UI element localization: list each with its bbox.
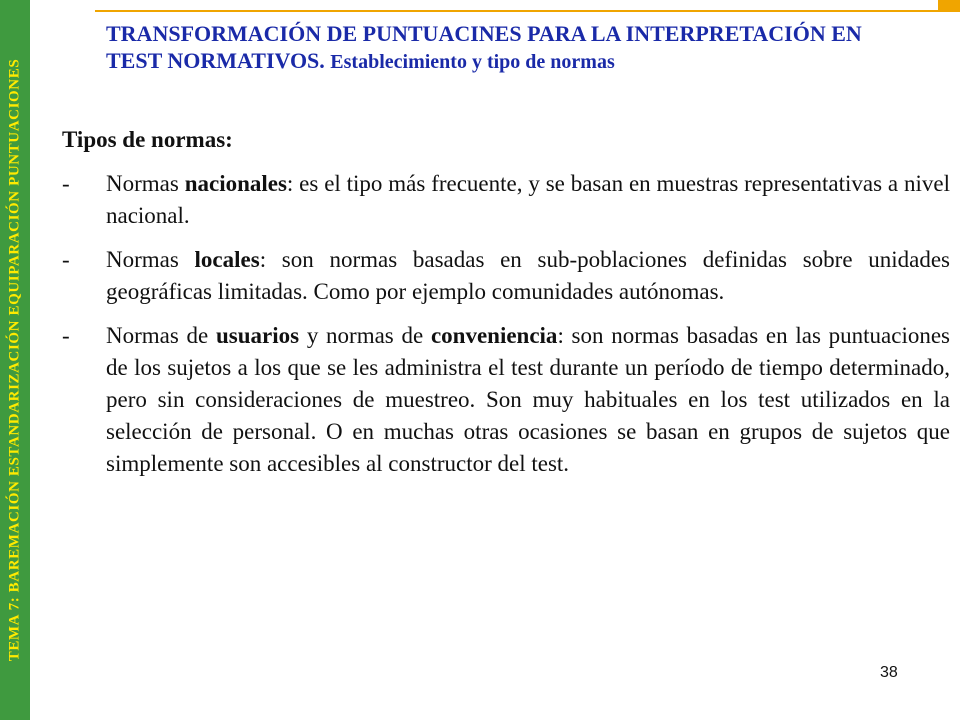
section-heading: Tipos de normas: [62,127,233,152]
slide-title-sub: Establecimiento y tipo de normas [330,51,615,73]
list-item [62,168,950,232]
list-dash: - [62,323,70,348]
header-accent-block [938,0,960,10]
list-item-description: : es el tipo más frecuente, y se basan en muestras representativas a nivel nacional. [106,171,950,228]
list-item-description: : son normas basadas en las puntuaciones de los sujetos a los que se les administra el test durante un período de tiempo determinado, pero sin consideraciones de muestreo. Son muy habituales en los test utilizados en la selección de personal. O en muchas otras ocasiones se basan en grupos de sujetos que simplemente son accesibles al constructor del test. [106,323,951,476]
list-item-term: nacionales [184,171,287,196]
list-dash: - [62,247,70,272]
sidebar-band [0,0,30,720]
list-item-connector: y normas de [299,323,431,348]
page-number: 38 [880,664,898,681]
list-item-prefix: Normas de [106,323,216,348]
list-item-text [106,320,950,480]
header-divider-line [95,10,960,12]
list-item-term: usuarios [216,323,300,348]
sidebar-topic-label: TEMA 7: BAREMACIÓN ESTANDARIZACIÓN EQUIPARACIÓN PUNTUACIONES [6,58,23,662]
slide-title [106,20,906,76]
list-item [62,320,950,480]
list-item [62,244,950,308]
list-item-text [106,244,950,308]
list-item-prefix: Normas [106,171,185,196]
list-item-prefix: Normas [106,247,195,272]
list-item-text [106,168,950,232]
slide-content [62,124,950,492]
list-item-term: locales [194,247,260,272]
list-dash: - [62,171,70,196]
list-item-description: : son normas basadas en sub-poblaciones definidas sobre unidades geográficas limitadas. Como por ejemplo comunidades autónomas. [106,247,950,304]
list-item-term-2: conveniencia [430,323,558,348]
slide-title-main: TRANSFORMACIÓN DE PUNTUACINES PARA LA INTERPRETACIÓN EN TEST NORMATIVOS. [106,21,862,73]
